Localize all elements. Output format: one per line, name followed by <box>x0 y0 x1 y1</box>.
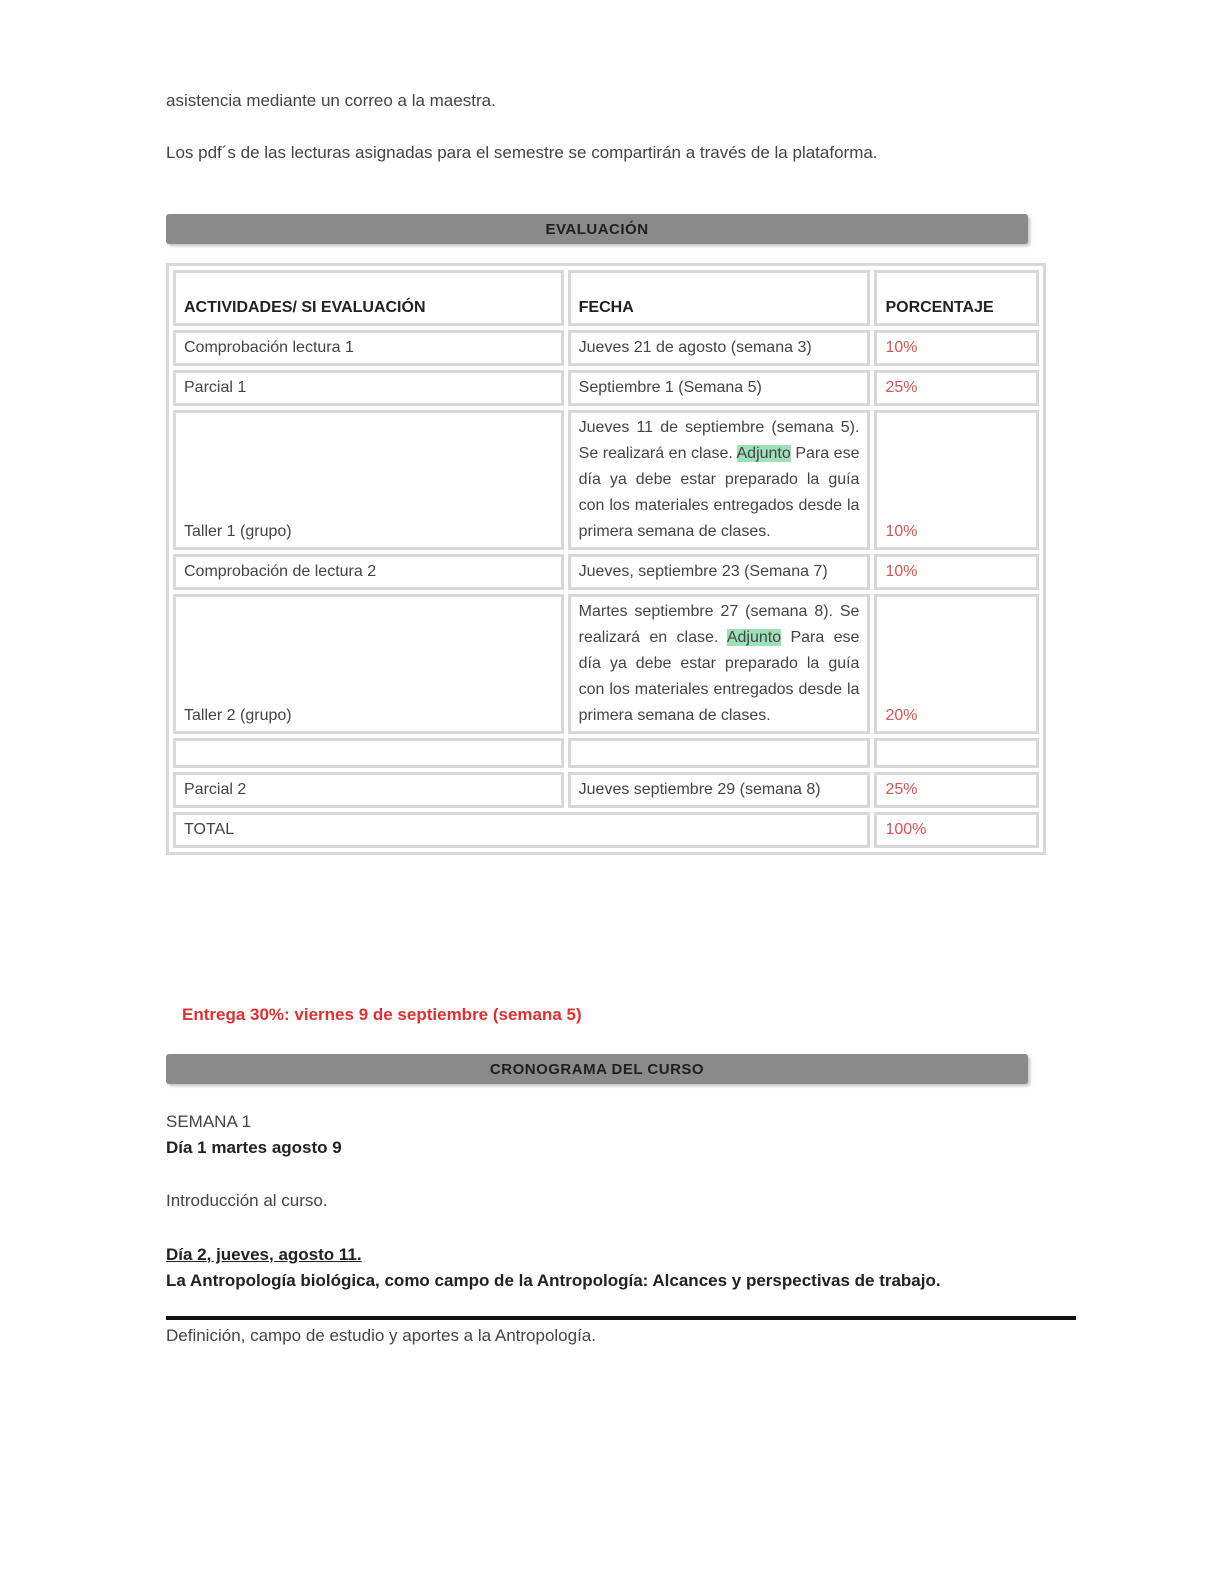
table-row <box>173 772 1039 808</box>
day1-title: Día 1 martes agosto 9 <box>166 1138 342 1157</box>
week-label: SEMANA 1 <box>166 1112 252 1131</box>
date-cell: Jueves septiembre 29 (semana 8) <box>568 772 871 808</box>
date-cell: Jueves, septiembre 23 (Semana 7) <box>568 554 871 590</box>
day2-topic: La Antropología biológica, como campo de la Antropología: Alcances y perspectivas de trabajo. <box>166 1271 941 1290</box>
horizontal-rule <box>166 1316 1076 1320</box>
day1-text: Introducción al curso. <box>166 1191 328 1210</box>
table-row <box>173 594 1039 734</box>
activity-cell: Parcial 1 <box>173 370 564 406</box>
table-body <box>173 330 1039 808</box>
attachment-highlight: Adjunto <box>726 629 782 646</box>
table-row <box>173 330 1039 366</box>
percentage-cell: 25% <box>874 370 1039 406</box>
attachment-highlight: Adjunto <box>736 445 791 462</box>
total-percentage: 100% <box>874 812 1039 848</box>
table-row <box>173 410 1039 550</box>
column-header-activity: ACTIVIDADES/ SI EVALUACIÓN <box>173 270 564 326</box>
activity-cell: Comprobación lectura 1 <box>173 330 564 366</box>
percentage-cell: 10% <box>874 410 1039 550</box>
date-cell: Jueves 21 de agosto (semana 3) <box>568 330 871 366</box>
day2-text: Definición, campo de estudio y aportes a la Antropología. <box>166 1326 596 1345</box>
percentage-cell: 10% <box>874 554 1039 590</box>
activity-cell <box>173 738 564 768</box>
table-row <box>173 554 1039 590</box>
total-label: TOTAL <box>173 812 870 848</box>
percentage-cell: 10% <box>874 330 1039 366</box>
date-cell: Septiembre 1 (Semana 5) <box>568 370 871 406</box>
intro-line-1: asistencia mediante un correo a la maestra. <box>166 91 496 110</box>
intro-line-2: Los pdf´s de las lecturas asignadas para el semestre se compartirán a través de la plataforma. <box>166 143 878 162</box>
activity-cell: Comprobación de lectura 2 <box>173 554 564 590</box>
date-cell: Jueves 11 de septiembre (semana 5). Se realizará en clase. Adjunto Para ese día ya debe estar preparado la guía con los materiales entregados desde la primera semana de clases. <box>568 410 871 550</box>
evaluation-table <box>166 263 1046 855</box>
delivery-note: Entrega 30%: viernes 9 de septiembre (semana 5) <box>182 1005 582 1024</box>
table-row <box>173 738 1039 768</box>
evaluation-header: EVALUACIÓN <box>166 214 1028 244</box>
schedule-header: CRONOGRAMA DEL CURSO <box>166 1054 1028 1084</box>
date-cell <box>568 738 871 768</box>
column-header-percentage: PORCENTAJE <box>874 270 1039 326</box>
column-header-date: FECHA <box>568 270 871 326</box>
date-cell: Martes septiembre 27 (semana 8). Se realizará en clase. Adjunto Para ese día ya debe estar preparado la guía con los materiales entregados desde la primera semana de clases. <box>568 594 871 734</box>
day2-title: Día 2, jueves, agosto 11. <box>166 1245 362 1264</box>
activity-cell: Taller 2 (grupo) <box>173 594 564 734</box>
percentage-cell <box>874 738 1039 768</box>
table-row <box>173 370 1039 406</box>
total-row <box>173 812 1039 848</box>
activity-cell: Taller 1 (grupo) <box>173 410 564 550</box>
percentage-cell: 20% <box>874 594 1039 734</box>
percentage-cell: 25% <box>874 772 1039 808</box>
table-header-row <box>173 270 1039 326</box>
activity-cell: Parcial 2 <box>173 772 564 808</box>
